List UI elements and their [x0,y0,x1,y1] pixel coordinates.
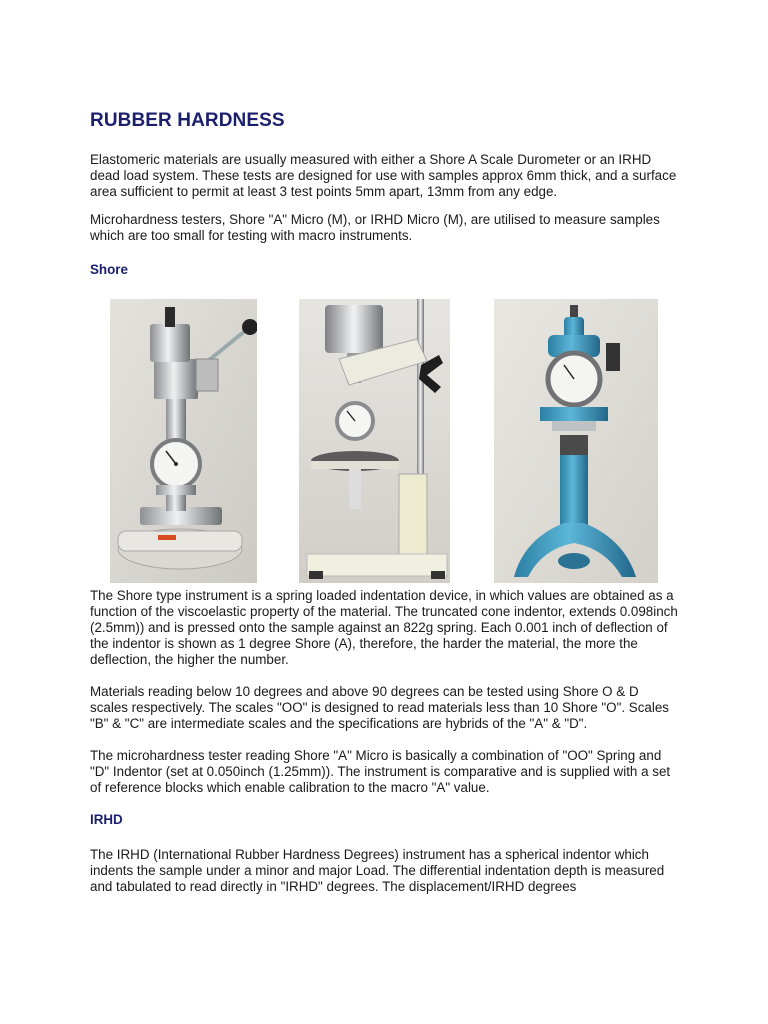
shore-paragraph-2: Materials reading below 10 degrees and above 90 degrees can be tested using Shore O & D scales respectively. The scales "OO" is designed to read materials less than 10 Shore "O". Scales "B" & "C" are intermediate scales and the specifications are hybrids of the "A" & "D". [90,684,669,731]
section-heading-irhd: IRHD [90,812,123,827]
section-heading-shore: Shore [90,262,128,277]
shore-tester-photo-1 [110,299,257,583]
photo-row [110,299,680,583]
shore-paragraph-1: The Shore type instrument is a spring loaded indentation device, in which values are obtained as a function of the viscoelastic property of the material. The truncated cone indentor, extends 0.098inch (2.5mm)) and is pressed onto the sample against an 822g spring. Each 0.001 inch of deflection of the indentor is shown as 1 degree Shore (A), therefore, the harder the material, the more the deflection, the higher the number. [90,588,678,667]
irhd-paragraph: The IRHD (International Rubber Hardness Degrees) instrument has a spherical indentor which indents the sample under a minor and major Load. The differential indentation depth is measured and tabulated to read directly in "IRHD" degrees. The displacement/IRHD degrees [90,847,665,894]
page-title: RUBBER HARDNESS [90,110,285,131]
document-page [90,110,690,894]
shore-tester-photo-2 [299,299,450,583]
shore-paragraph-3: The microhardness tester reading Shore "A" Micro is basically a combination of "OO" Spring and "D" Indentor (set at 0.050inch (1.25mm)). The instrument is comparative and is supplied with a set of reference blocks which enable calibration to the macro "A" value. [90,748,671,795]
shore-tester-photo-3 [494,299,658,583]
intro-paragraph-2: Microhardness testers, Shore "A" Micro (M), or IRHD Micro (M), are utilised to measure samples which are too small for testing with macro instruments. [90,212,660,243]
intro-paragraph-1: Elastomeric materials are usually measured with either a Shore A Scale Durometer or an IRHD dead load system. These tests are designed for use with samples approx 6mm thick, and a surface area sufficient to permit at least 3 test points 5mm apart, 13mm from any edge. [90,152,677,199]
